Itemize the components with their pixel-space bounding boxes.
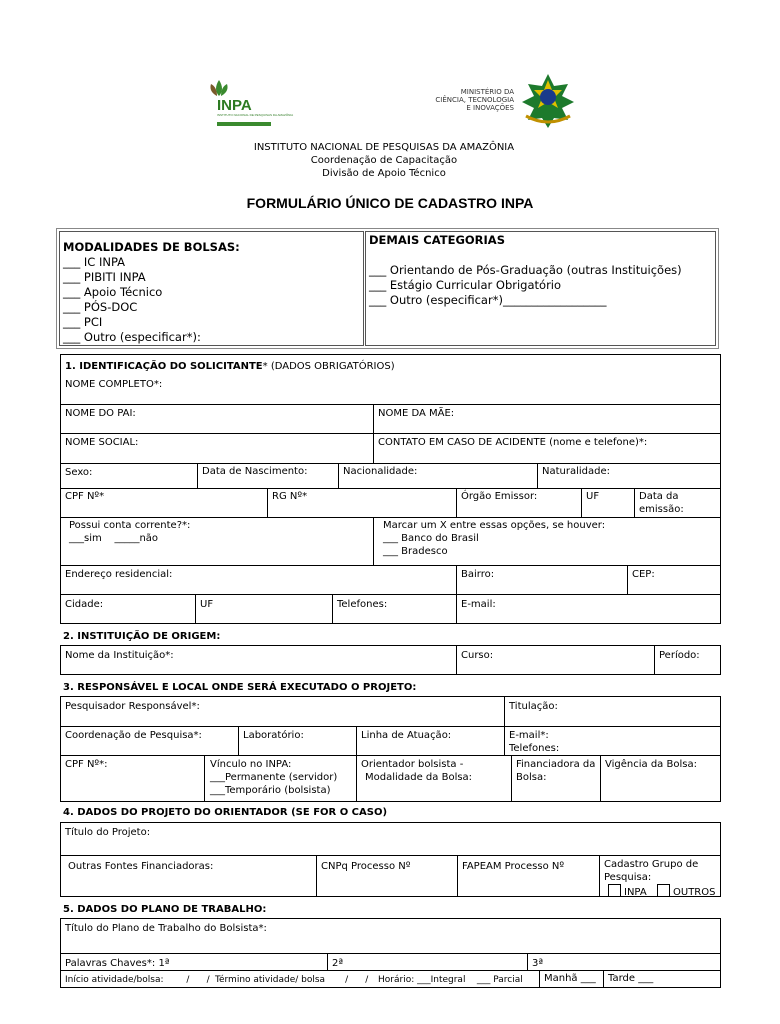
- cnpq-processo-field[interactable]: CNPq Processo Nº: [321, 861, 411, 872]
- section-5-plano: [60, 918, 721, 988]
- brazil-coat-of-arms-icon: [518, 72, 578, 128]
- manha-field[interactable]: Manhã ___: [544, 973, 596, 984]
- curso-field[interactable]: Curso:: [461, 650, 494, 661]
- form-title: FORMULÁRIO ÚNICO DE CADASTRO INPA: [246, 195, 534, 211]
- bairro-field[interactable]: Bairro:: [461, 569, 495, 580]
- nome-social-field[interactable]: NOME SOCIAL:: [65, 437, 139, 448]
- palavra-chave-1-field[interactable]: Palavras Chaves*: 1ª: [65, 958, 170, 969]
- cpf-field[interactable]: CPF Nº*: [65, 491, 105, 502]
- email-responsavel-field[interactable]: E-mail*:: [509, 730, 549, 741]
- orgao-emissor-field[interactable]: Órgão Emissor:: [461, 491, 538, 502]
- nome-pai-field[interactable]: NOME DO PAI:: [65, 408, 136, 419]
- division-name: Divisão de Apoio Técnico: [322, 168, 446, 179]
- nacionalidade-field[interactable]: Nacionalidade:: [343, 466, 418, 477]
- conta-corrente-options[interactable]: ___sim _____não: [69, 533, 159, 544]
- data-nascimento-field[interactable]: Data de Nascimento:: [202, 466, 308, 477]
- section-3-title: 3. RESPONSÁVEL E LOCAL ONDE SERÁ EXECUTADO O PROJETO:: [63, 682, 417, 693]
- grupo-outros-option[interactable]: OUTROS: [653, 882, 721, 901]
- modalidade-apoio[interactable]: ___ Apoio Técnico: [63, 285, 163, 299]
- data-emissao-field[interactable]: Data da emissão:: [639, 491, 684, 515]
- demais-heading: DEMAIS CATEGORIAS: [369, 233, 505, 247]
- outros-checkbox[interactable]: [657, 884, 670, 897]
- ministry-logo: [432, 72, 580, 128]
- vinculo-permanente-option[interactable]: ___Permanente (servidor): [210, 772, 338, 783]
- cpf-responsavel-field[interactable]: CPF Nº*:: [65, 759, 108, 770]
- orientador-bolsista-label: Orientador bolsista -: [361, 759, 464, 770]
- modalidade-pci[interactable]: ___ PCI: [63, 315, 103, 329]
- horario-field[interactable]: Horário: ___Integral ___ Parcial: [378, 975, 523, 985]
- nome-instituicao-field[interactable]: Nome da Instituição*:: [65, 650, 174, 661]
- pesquisador-responsavel-field[interactable]: Pesquisador Responsável*:: [65, 701, 200, 712]
- ministry-line1: MINISTÉRIO DA: [460, 88, 514, 96]
- palavra-chave-3-field[interactable]: 3ª: [532, 958, 544, 969]
- section-4-projeto: [60, 822, 721, 897]
- tarde-field[interactable]: Tarde ___: [608, 973, 654, 984]
- section-2-title: 2. INSTITUIÇÃO DE ORIGEM:: [63, 631, 221, 642]
- cidade-field[interactable]: Cidade:: [65, 599, 104, 610]
- modalidade-posdoc[interactable]: ___ PÓS-DOC: [63, 300, 138, 314]
- demais-box: [365, 231, 716, 346]
- modalidade-ic[interactable]: ___ IC INPA: [63, 255, 126, 269]
- titulacao-field[interactable]: Titulação:: [509, 701, 558, 712]
- linha-atuacao-field[interactable]: Linha de Atuação:: [361, 730, 452, 741]
- modalidade-pibiti[interactable]: ___ PIBITI INPA: [63, 270, 146, 284]
- nome-mae-field[interactable]: NOME DA MÃE:: [378, 408, 455, 419]
- coordination-name: Coordenação de Capacitação: [310, 155, 458, 166]
- banco-brasil-option[interactable]: ___ Banco do Brasil: [383, 533, 479, 544]
- email-field[interactable]: E-mail:: [461, 599, 496, 610]
- palavra-chave-2-field[interactable]: 2ª: [332, 958, 344, 969]
- section-4-title: 4. DADOS DO PROJETO DO ORIENTADOR (SE FOR O CASO): [63, 807, 388, 818]
- ministry-line3: E INOVAÇÕES: [466, 104, 514, 112]
- marcar-banco-label: Marcar um X entre essas opções, se houver:: [383, 520, 606, 531]
- coordenacao-pesquisa-field[interactable]: Coordenação de Pesquisa*:: [65, 730, 202, 741]
- section-1-title: 1. IDENTIFICAÇÃO DO SOLICITANTE* (DADOS OBRIGATÓRIOS): [65, 361, 395, 372]
- cadastro-grupo-label: Cadastro Grupo de Pesquisa:: [604, 859, 699, 883]
- section-5-title: 5. DADOS DO PLANO DE TRABALHO:: [63, 904, 267, 915]
- titulo-plano-field[interactable]: Título do Plano de Trabalho do Bolsista*:: [65, 923, 267, 934]
- bradesco-option[interactable]: ___ Bradesco: [383, 546, 448, 557]
- demais-orientando[interactable]: ___ Orientando de Pós-Graduação (outras Instituições): [369, 263, 682, 277]
- outras-fontes-field[interactable]: Outras Fontes Financiadoras:: [68, 861, 214, 872]
- section-1-identificacao: [60, 354, 721, 624]
- contato-acidente-field[interactable]: CONTATO EM CASO DE ACIDENTE (nome e telefone)*:: [378, 437, 648, 448]
- inpa-checkbox[interactable]: [608, 884, 621, 897]
- demais-estagio[interactable]: ___ Estágio Curricular Obrigatório: [369, 278, 562, 292]
- modalidade-outro[interactable]: ___ Outro (especificar*):: [63, 330, 201, 344]
- sexo-field[interactable]: Sexo:: [65, 467, 93, 478]
- modalidades-box: [59, 231, 364, 346]
- telefones-responsavel-field[interactable]: Telefones:: [509, 743, 560, 754]
- modalidades-heading: MODALIDADES DE BOLSAS:: [63, 240, 240, 254]
- nome-completo-field[interactable]: NOME COMPLETO*:: [65, 379, 163, 390]
- uf-emissor-field[interactable]: UF: [586, 491, 600, 502]
- svg-text:INPA: INPA: [217, 97, 252, 114]
- vinculo-label: Vínculo no INPA:: [210, 759, 292, 770]
- termino-atividade-field[interactable]: Término atividade/ bolsa / /: [215, 975, 369, 985]
- inpa-logo: [205, 78, 294, 128]
- cep-field[interactable]: CEP:: [632, 569, 655, 580]
- ministry-line2: CIÊNCIA, TECNOLOGIA: [435, 96, 514, 104]
- vigencia-bolsa-field[interactable]: Vigência da Bolsa:: [605, 759, 697, 770]
- uf-residencial-field[interactable]: UF: [200, 599, 214, 610]
- inicio-atividade-field[interactable]: Início atividade/bolsa: / /: [65, 975, 210, 985]
- vinculo-temporario-option[interactable]: ___Temporário (bolsista): [210, 785, 331, 796]
- telefones-field[interactable]: Telefones:: [337, 599, 388, 610]
- section-2-instituicao: [60, 645, 721, 675]
- rg-field[interactable]: RG Nº*: [272, 491, 308, 502]
- institute-name: INSTITUTO NACIONAL DE PESQUISAS DA AMAZÔNIA: [253, 142, 515, 153]
- naturalidade-field[interactable]: Naturalidade:: [542, 466, 611, 477]
- financiadora-bolsa-field[interactable]: Financiadora da Bolsa:: [516, 759, 596, 783]
- laboratorio-field[interactable]: Laboratório:: [243, 730, 304, 741]
- demais-outro[interactable]: ___ Outro (especificar*)__________________: [369, 293, 607, 307]
- grupo-inpa-option[interactable]: INPA: [604, 882, 664, 901]
- endereco-field[interactable]: Endereço residencial:: [65, 569, 173, 580]
- periodo-field[interactable]: Período:: [659, 650, 700, 661]
- conta-corrente-question: Possui conta corrente?*:: [69, 520, 191, 531]
- inpa-logo-subtext: INSTITUTO NACIONAL DE PESQUISAS DA AMAZÔNIA: [217, 113, 294, 117]
- modalidade-bolsa-field[interactable]: Modalidade da Bolsa:: [365, 772, 473, 783]
- section-3-responsavel: [60, 696, 721, 802]
- fapeam-processo-field[interactable]: FAPEAM Processo Nº: [462, 861, 565, 872]
- titulo-projeto-field[interactable]: Título do Projeto:: [65, 827, 151, 838]
